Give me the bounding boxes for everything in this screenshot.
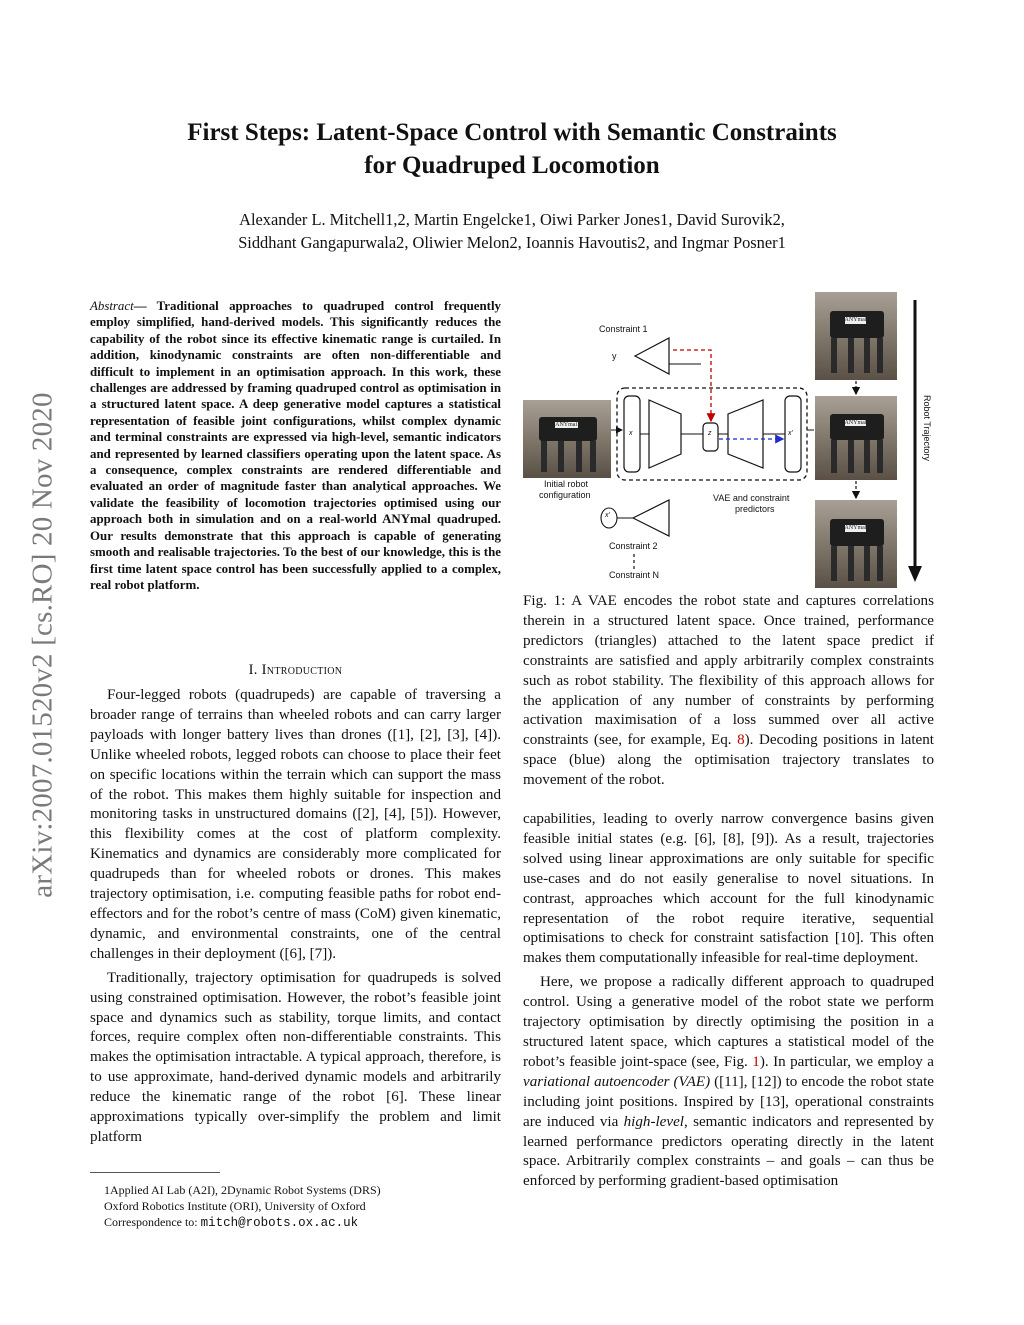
title-line-1: First Steps: Latent-Space Control with Semantic Constraints — [187, 119, 837, 146]
vae-label-2: predictors — [735, 504, 775, 514]
right-paragraph-1: capabilities, leading to overly narrow convergence basins given feasible initial states (e.g. [6], [8], [9]). As a result, trajectories solved using linear approximations are only suitable for specific use-cases and do not easily generalise to novel situations. In contrast, approaches which account for the full kinodynamic representation of the robot require iterative, sequential optimisations to check for constraint satisfaction [10]. This often makes them computationally infeasible for real-time deployment. — [523, 811, 934, 967]
abstract — [90, 298, 501, 593]
section-title: Introduction — [261, 662, 343, 678]
section-number: I. — [248, 662, 258, 678]
abstract-label: Abstract — [90, 299, 134, 313]
abstract-text: — Traditional approaches to quadruped control frequently employ simplified, hand-derived models. This significantly reduces the capability of the robot since its effective kinematic range is curtailed. In addition, kinodynamic constraints are often non-differentiable and difficult to implement in an optimisation approach. In this work, these challenges are addressed by framing quadruped control as optimisation in a structured latent space. A deep generative model captures a statistical representation of feasible joint configurations, whilst complex dynamic and terminal constraints are expressed via high-level, semantic indicators and represented by learned classifiers operating upon the latent space. As a consequence, complex constraints are rendered differentiable and evaluated an order of magnitude faster than analytical approaches. We validate the feasibility of locomotion trajectories optimised using our approach both in simulation and on a real-world ANYmal quadruped. Our results demonstrate that this approach is capable of generating smooth and realisable trajectories. To the best of our knowledge, this is the first time latent space control has been successfully applied to a complex, real robot platform. — [90, 299, 501, 592]
y-label: y — [612, 351, 617, 361]
trajectory-robot-photo-3: ANYmal — [815, 500, 897, 588]
figure-caption — [523, 592, 934, 791]
paper-title — [100, 116, 924, 182]
robot-trajectory-label: Robot Trajectory — [922, 395, 932, 462]
x-label: x — [629, 430, 633, 437]
constraint-2-label: Constraint 2 — [609, 541, 658, 551]
caption-prefix: Fig. 1: — [523, 593, 566, 609]
authors-line-2: Siddhant Gangapurwala2, Oliwier Melon2, Ioannis Havoutis2, and Ingmar Posner1 — [238, 233, 786, 252]
encoder — [649, 400, 681, 468]
decoder — [728, 400, 763, 468]
footnote — [104, 1182, 381, 1231]
intro-right-column — [523, 810, 934, 1192]
caption-text-b: ). Decoding positions in latent space (blue) along the optimisation trajectory translates to movement of the robot. — [523, 732, 934, 789]
footnote-correspondence: Correspondence to: mitch@robots.ox.ac.uk — [104, 1215, 359, 1230]
arxiv-identifier — [20, 345, 66, 945]
x-prime-node-label: x' — [605, 512, 610, 519]
equation-link[interactable]: 8 — [737, 732, 745, 749]
caption-text-a: A VAE encodes the robot state and captures correlations therein in a structured latent space. Once trained, performance predictors (triangles) attached to the latent space predict if constraints are satisfied and apply arbitrarily complex constraints such as robot stability. The flexibility of this approach allows for the application of any number of constraints by performing activation maximisation of a loss summed over all active constraints (see, for example, Eq. — [523, 593, 934, 749]
x-prime-label: x' — [788, 430, 793, 437]
trajectory-robot-photo-2: ANYmal — [815, 396, 897, 480]
z-label: z — [708, 430, 712, 437]
section-heading — [90, 662, 501, 679]
title-line-2: for Quadruped Locomotion — [364, 152, 660, 179]
figure-link[interactable]: 1 — [752, 1053, 760, 1070]
constraint-2-triangle — [633, 500, 669, 536]
intro-paragraph-1: Four-legged robots (quadrupeds) are capable of traversing a broader range of terrains than wheeled robots and can carry larger payloads with longer battery lives than drones ([1], [2], [3], [4]). Unlike wheeled robots, legged robots can choose to place their feet on specific locations within the terrain which can support the mass of the robot. This makes them highly suitable for inspection and monitoring tasks in unstructured domains ([2], [4], [5]). However, this flexibility comes at the cost of platform complexity. Kinematics and dynamics are considerably more complicated for quadrupeds than for wheeled robots or drones. This makes trajectory optimisation, i.e. computing feasible paths for robot end-effectors and for the robot’s centre of mass (CoM) given kinematic, dynamic, and environmental constraints, one of the central challenges in their deployment ([6], [7]). — [90, 687, 501, 962]
footnote-affiliation: 1Applied AI Lab (A2I), 2Dynamic Robot Systems (DRS) — [104, 1183, 381, 1197]
right-paragraph-2: Here, we propose a radically different approach to quadruped control. Using a generative model of the robot state we perform trajectory optimisation by directly optimising the position in a structured latent space, which captures a statistical model of the robot’s feasible joint-space (see, Fig. 1). In particular, we employ a variational autoencoder (VAE) ([11], [12]) to encode the robot state including joint positions. Inspired by [13], operational constraints are induced via high-level, semantic indicators and represented by learned performance predictors operating directly in the latent space. Arbitrarily complex constraints – and goals – can thus be enforced by performing gradient-based optimisation — [523, 974, 934, 1190]
arxiv-id-text: arXiv:2007.01520v2 [cs.RO] 20 Nov 2020 — [26, 392, 59, 898]
footnote-rule — [90, 1172, 220, 1173]
constraint-n-label: Constraint N — [609, 570, 660, 580]
intro-paragraph-2: Traditionally, trajectory optimisation for quadrupeds is solved using constrained optimisation. However, the robot’s feasible joint space and dynamics such as stability, torque limits, and contact forces, require complex often non-differentiable constraints. This makes the optimisation intractable. A typical approach, therefore, is to use approximate, hand-derived dynamic models and arbitrarily reduce the kinematic range of the robot [6]. These linear approximations typically over-simplify the problem and limit platform — [90, 969, 501, 1145]
authors-line-1: Alexander L. Mitchell1,2, Martin Engelcke1, Oiwi Parker Jones1, David Surovik2, — [239, 210, 785, 229]
red-gradient-arrow — [673, 350, 711, 421]
intro-left-column — [90, 686, 501, 1148]
figure-diagram — [523, 290, 943, 590]
initial-config-label-1: Initial robot — [544, 479, 589, 489]
initial-robot-photo: ANYmal — [523, 400, 611, 478]
constraint-1-triangle — [635, 338, 669, 374]
footnote-institute: Oxford Robotics Institute (ORI), University of Oxford — [104, 1199, 366, 1213]
vae-label-1: VAE and constraint — [713, 493, 790, 503]
latent-z — [703, 423, 718, 451]
initial-config-label-2: configuration — [539, 490, 591, 500]
figure-1 — [523, 290, 943, 590]
author-list — [100, 208, 924, 254]
trajectory-robot-photo-1: ANYmal — [815, 292, 897, 380]
constraint-1-label: Constraint 1 — [599, 324, 648, 334]
correspondence-email[interactable]: mitch@robots.ox.ac.uk — [200, 1216, 359, 1230]
